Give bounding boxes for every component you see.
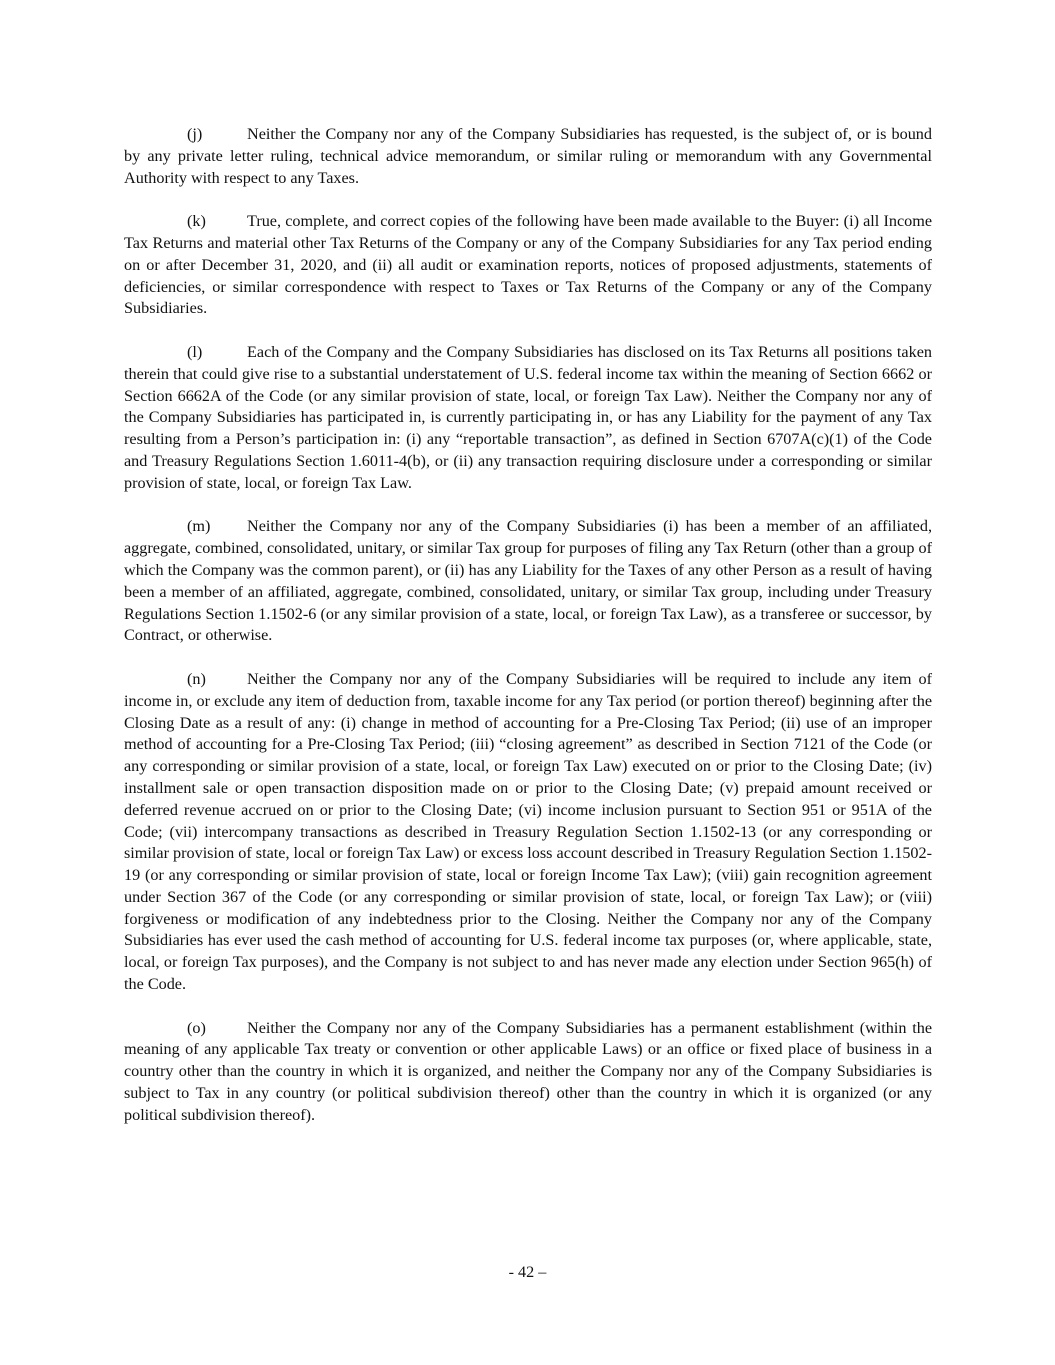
paragraph-text: Neither the Company nor any of the Company Subsidiaries will be required to include any item of income in, or exclude any item of deduction from, taxable income for any Tax period (or portion thereof) beginning after the Closing Date as a result of any: (i) change in method of accounting for a Pre-Closing Tax Period; (ii) use of an improper method of accounting for a Pre-Closing Tax Period; (iii) “closing agreement” as described in Section 7121 of the Code (or any corresponding or similar provision of a state, local, or foreign Tax Law) executed on or prior to the Closing Date; (iv) installment sale or open transaction disposition made on or prior to the Closing Date; (v) prepaid amount received or deferred revenue accrued on or prior to the Closing Date; (vi) income inclusion pursuant to Section 951 or 951A of the Code; (vii) intercompany transactions as described in Treasury Regulation Section 1.1502-13 (or any corresponding or similar provision of state, local or foreign Tax Law) or excess loss account described in Treasury Regulation Section 1.1502-19 (or any corresponding or similar provision of state, local or foreign Income Tax Law); (viii) gain recognition agreement under Section 367 of the Code (or any corresponding or similar provision of state, local, or foreign Tax Law); or (viii) forgiveness or modification of any indebtedness prior to the Closing. Neither the Company nor any of the Company Subsidiaries has ever used the cash method of accounting for U.S. federal income tax purposes (or, where applicable, state, local, or foreign Tax purposes), and the Company is not subject to and has never made any election under Section 965(h) of the Code. bbox=[124, 669, 932, 994]
paragraph-label: (l) bbox=[187, 342, 203, 361]
paragraph-text: Neither the Company nor any of the Company Subsidiaries has requested, is the subject of, or is bound by any private letter ruling, technical advice memorandum, or similar ruling or memorandum with any Governmental Authority with respect to any Taxes. bbox=[124, 125, 932, 187]
paragraph-k bbox=[124, 211, 932, 320]
page-number: - 42 – bbox=[508, 1263, 547, 1281]
paragraph-text: Neither the Company nor any of the Company Subsidiaries has a permanent establishment (within the meaning of any applicable Tax treaty or convention or other applicable Laws) or an office or fixed place of business in a country other than the country in which it is organized, and neither the Company nor any of the Company Subsidiaries is subject to Tax in any country (or political subdivision thereof) other than the country in which it is organized (or any political subdivision thereof). bbox=[124, 1018, 932, 1124]
paragraph-m bbox=[124, 516, 932, 647]
paragraph-text: Each of the Company and the Company Subsidiaries has disclosed on its Tax Returns all positions taken therein that could give rise to a substantial understatement of U.S. federal income tax within the meaning of Section 6662 or Section 6662A of the Code (or any similar provision of state, local, or foreign Tax Law). Neither the Company nor any of the Company Subsidiaries has participated in, is currently participating in, or has any Liability for the payment of any Tax resulting from a Person’s participation in: (i) any “reportable transaction”, as defined in Section 6707A(c)(1) of the Code and Treasury Regulations Section 1.6011-4(b), or (ii) any transaction requiring disclosure under a corresponding or similar provision of state, local, or foreign Tax Law. bbox=[124, 342, 932, 492]
paragraph-text: Neither the Company nor any of the Company Subsidiaries (i) has been a member of an affiliated, aggregate, combined, consolidated, unitary, or similar Tax group for purposes of filing any Tax Return (other than a group of which the Company was the common parent), or (ii) has any Liability for the Taxes of any other Person as a result of having been a member of an affiliated, aggregate, combined, consolidated, unitary, or similar Tax group, including under Treasury Regulations Section 1.1502-6 (or any similar provision of a state, local, or foreign Tax Law), as a transferee or successor, by Contract, or otherwise. bbox=[124, 517, 932, 645]
document-page bbox=[124, 124, 932, 1148]
paragraph-label: (o) bbox=[187, 1018, 206, 1037]
paragraph-label: (m) bbox=[187, 517, 211, 536]
paragraph-j bbox=[124, 124, 932, 189]
paragraph-label: (j) bbox=[187, 125, 203, 143]
paragraph-o bbox=[124, 1018, 932, 1127]
paragraph-n bbox=[124, 669, 932, 996]
paragraph-label: (k) bbox=[187, 212, 206, 231]
paragraph-label: (n) bbox=[187, 669, 206, 688]
paragraph-l bbox=[124, 342, 932, 495]
paragraph-text: True, complete, and correct copies of the following have been made available to the Buyer: (i) all Income Tax Returns and material other Tax Returns of the Company or any of the Company Subsidiaries for any Tax period ending on or after December 31, 2020, and (ii) all audit or examination reports, notices of proposed adjustments, statements of deficiencies, or similar correspondence with respect to Taxes or Tax Returns of the Company or any of the Company Subsidiaries. bbox=[124, 212, 932, 318]
